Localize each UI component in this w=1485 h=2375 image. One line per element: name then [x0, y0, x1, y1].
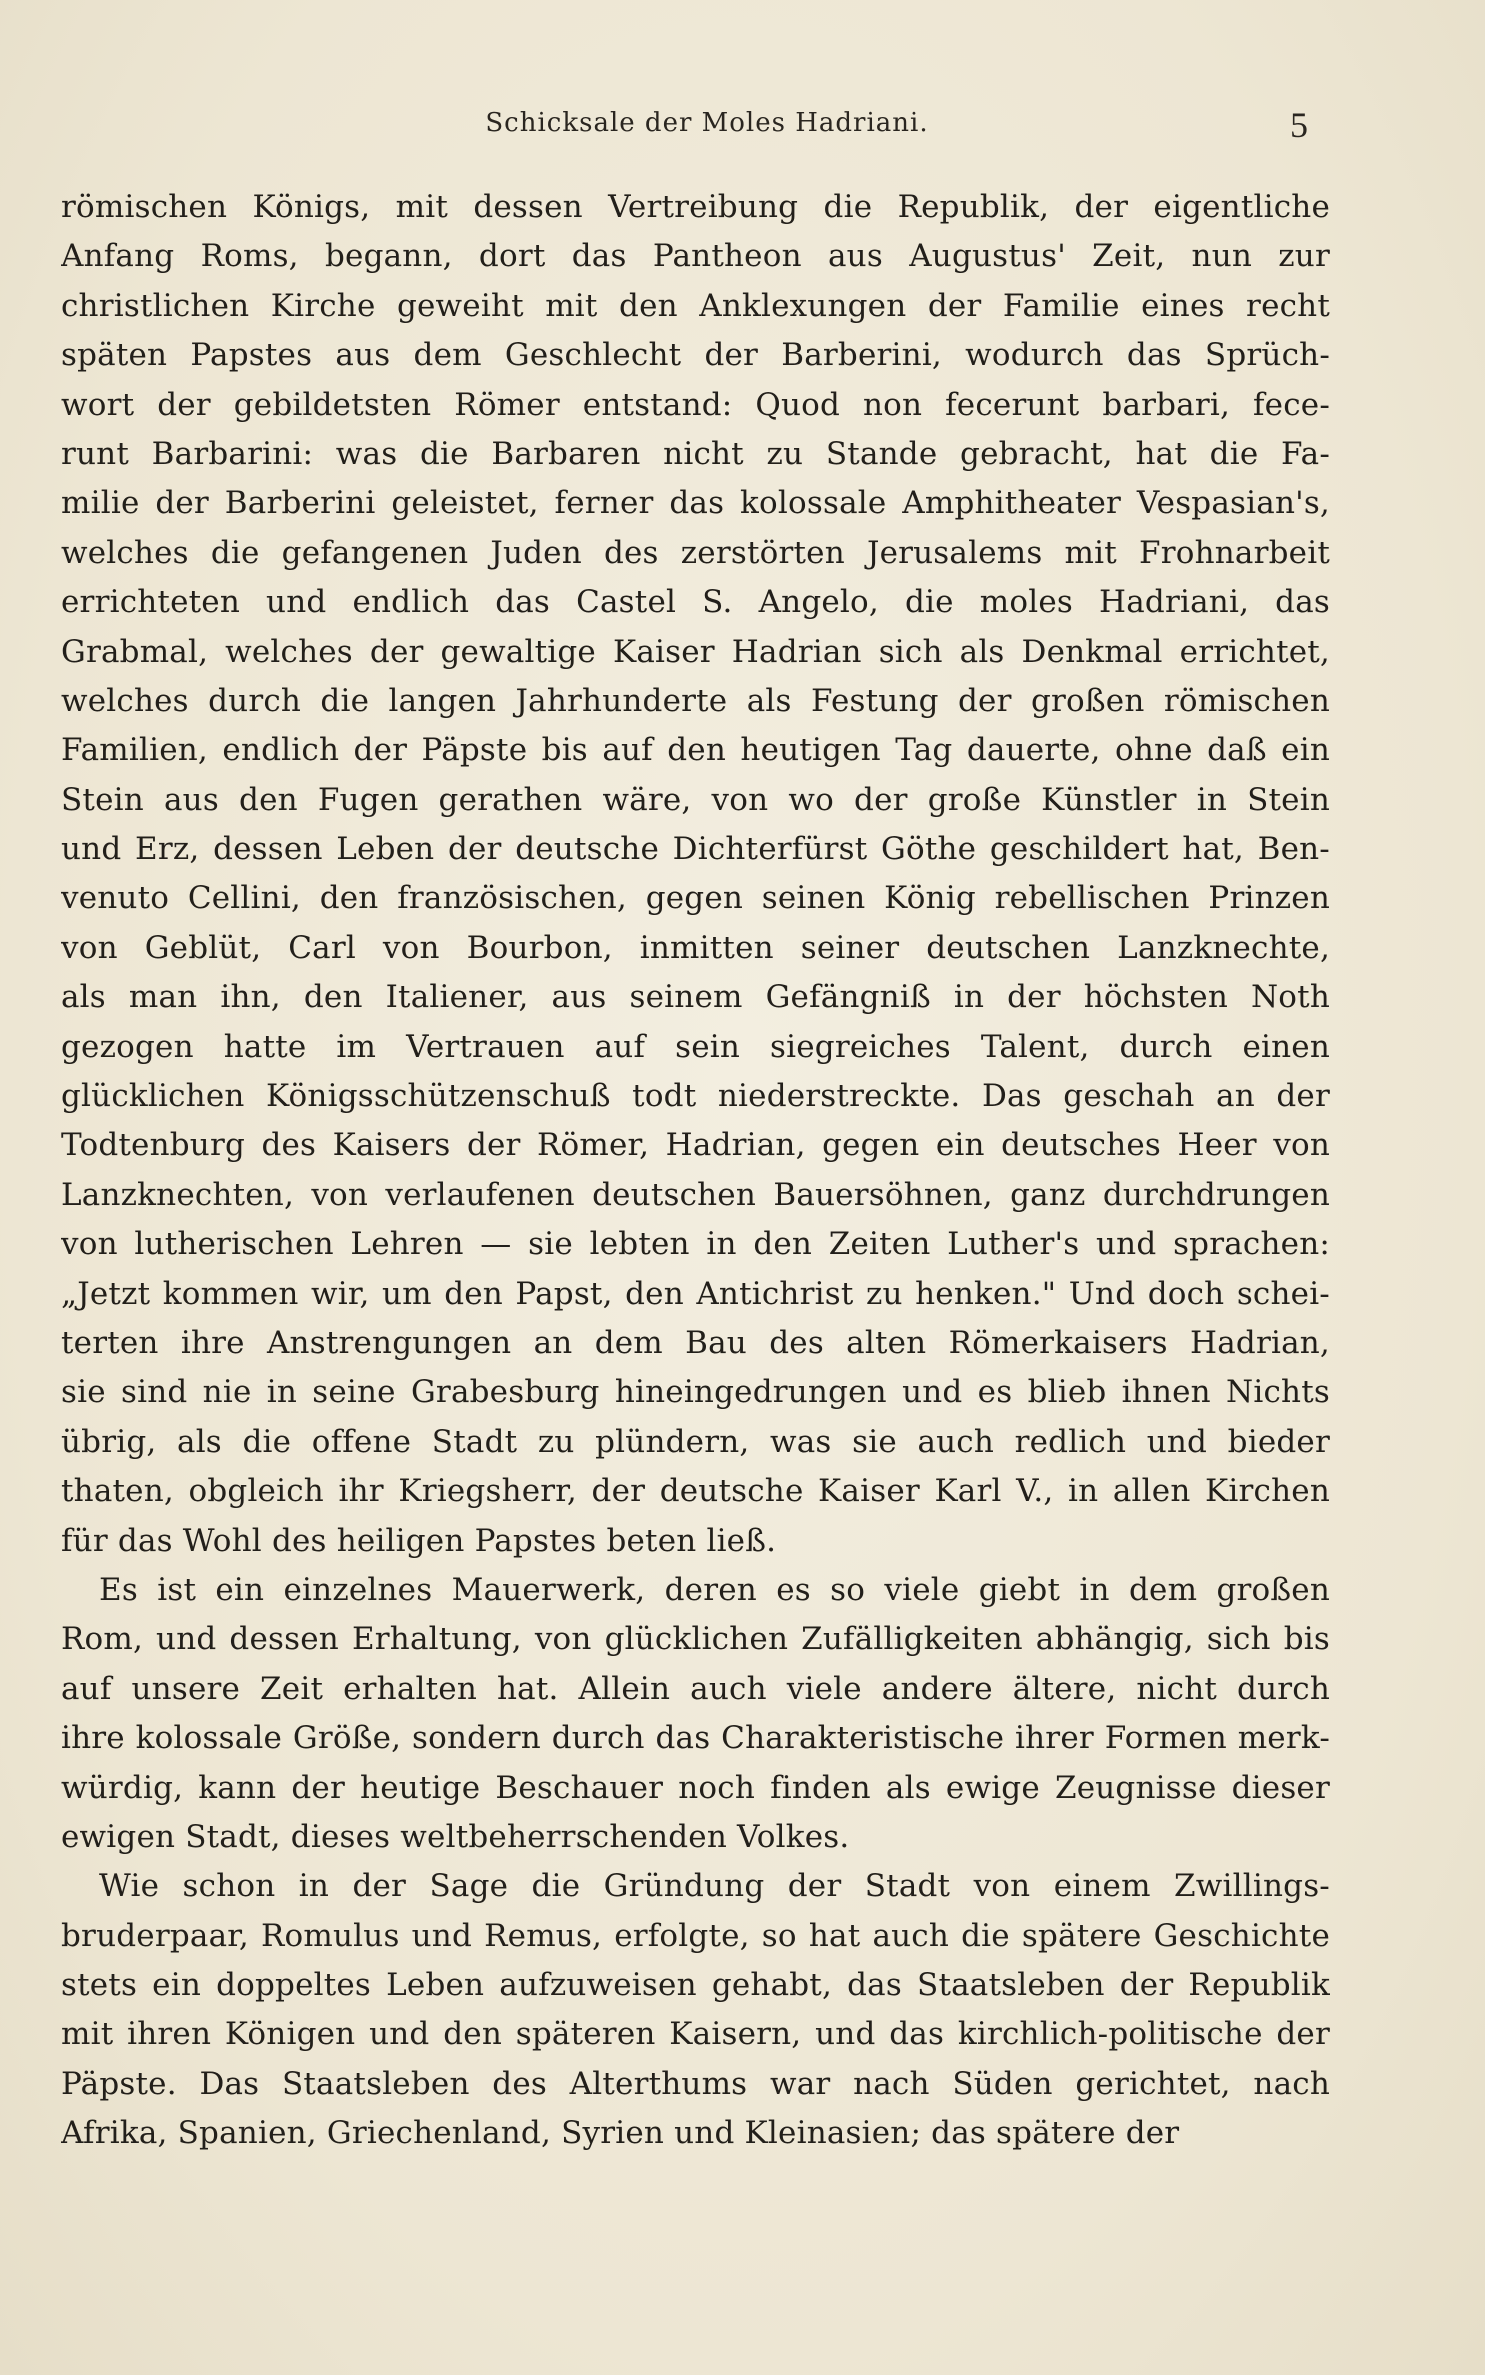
text-line: Stein aus den Fugen gerathen wäre, von wo der große Künstler in Stein — [61, 781, 1330, 818]
text-line: Anfang Roms, begann, dort das Pantheon aus Augustus' Zeit, nun zur — [61, 238, 1330, 275]
text-line: späten Papstes aus dem Geschlecht der Barberini, wodurch das Sprüch- — [61, 337, 1330, 374]
text-line: von Geblüt, Carl von Bourbon, inmitten seiner deutschen Lanzknechte, — [61, 929, 1330, 966]
paragraph — [61, 1862, 1330, 2158]
text-line: von lutherischen Lehren — sie lebten in den Zeiten Luther's und sprachen: — [61, 1226, 1330, 1263]
text-line: Rom, und dessen Erhaltung, von glücklichen Zufälligkeiten abhängig, sich bis — [61, 1621, 1330, 1658]
text-line: „Jetzt kommen wir, um den Papst, den Antichrist zu henken." Und doch schei- — [61, 1275, 1330, 1312]
text-line: als man ihn, den Italiener, aus seinem Gefängniß in der höchsten Noth — [61, 979, 1330, 1016]
text-line: Es ist ein einzelnes Mauerwerk, deren es so viele giebt in dem großen — [99, 1571, 1330, 1608]
running-head-title: Schicksale der Moles Hadriani. — [485, 108, 929, 138]
text-line: für das Wohl des heiligen Papstes beten ließ. — [61, 1522, 777, 1559]
text-line: welches durch die langen Jahrhunderte als Festung der großen römischen — [61, 682, 1330, 719]
text-line: stets ein doppeltes Leben aufzuweisen gehabt, das Staatsleben der Republik — [61, 1967, 1330, 2004]
text-line: venuto Cellini, den französischen, gegen seinen König rebellischen Prinzen — [61, 880, 1330, 917]
text-line: Wie schon in der Sage die Gründung der Stadt von einem Zwillings- — [99, 1868, 1330, 1905]
text-line: welches die gefangenen Juden des zerstörten Jerusalems mit Frohnarbeit — [61, 534, 1330, 571]
text-line: mit ihren Königen und den späteren Kaisern, und das kirchlich-politische der — [61, 2016, 1330, 2053]
running-head — [0, 105, 1485, 148]
text-line: Afrika, Spanien, Griechenland, Syrien und Kleinasien; das spätere der — [61, 2115, 1180, 2152]
text-line: Familien, endlich der Päpste bis auf den heutigen Tag dauerte, ohne daß ein — [61, 732, 1330, 769]
text-line: würdig, kann der heutige Beschauer noch finden als ewige Zeugnisse dieser — [61, 1769, 1330, 1806]
text-line: wort der gebildetsten Römer entstand: Quod non fecerunt barbari, fece- — [61, 386, 1330, 423]
text-line: gezogen hatte im Vertrauen auf sein siegreiches Talent, durch einen — [61, 1028, 1330, 1065]
page-number: 5 — [1290, 105, 1308, 145]
text-line: thaten, obgleich ihr Kriegsherr, der deutsche Kaiser Karl V., in allen Kirchen — [61, 1473, 1330, 1510]
text-line: übrig, als die offene Stadt zu plündern, was sie auch redlich und bieder — [61, 1423, 1330, 1460]
text-line: errichteten und endlich das Castel S. Angelo, die moles Hadriani, das — [61, 584, 1330, 621]
text-line: römischen Königs, mit dessen Vertreibung die Republik, der eigentliche — [61, 189, 1330, 225]
text-line: runt Barbarini: was die Barbaren nicht zu Stande gebracht, hat die Fa- — [61, 435, 1330, 472]
text-line: ihre kolossale Größe, sondern durch das Charakteristische ihrer Formen merk- — [61, 1720, 1330, 1757]
text-line: und Erz, dessen Leben der deutsche Dichterfürst Göthe geschildert hat, Ben- — [61, 831, 1330, 868]
text-line: bruderpaar, Romulus und Remus, erfolgte, so hat auch die spätere Geschichte — [61, 1917, 1330, 1954]
paragraph — [61, 183, 1330, 1566]
text-line: Grabmal, welches der gewaltige Kaiser Hadrian sich als Denkmal errichtet, — [61, 633, 1330, 670]
text-line: milie der Barberini geleistet, ferner das kolossale Amphitheater Vespasian's, — [61, 485, 1330, 522]
text-line: sie sind nie in seine Grabesburg hineingedrungen und es blieb ihnen Nichts — [61, 1374, 1330, 1411]
text-line: auf unsere Zeit erhalten hat. Allein auch viele andere ältere, nicht durch — [61, 1670, 1330, 1707]
body-text — [61, 183, 1330, 2159]
text-line: glücklichen Königsschützenschuß todt niederstreckte. Das geschah an der — [61, 1078, 1330, 1115]
text-line: Lanzknechten, von verlaufenen deutschen Bauersöhnen, ganz durchdrungen — [61, 1176, 1330, 1213]
text-line: Todtenburg des Kaisers der Römer, Hadrian, gegen ein deutsches Heer von — [61, 1127, 1330, 1164]
text-line: Päpste. Das Staatsleben des Alterthums war nach Süden gerichtet, nach — [61, 2065, 1330, 2102]
text-line: christlichen Kirche geweiht mit den Anklexungen der Familie eines recht — [61, 287, 1330, 324]
paragraph — [61, 1566, 1330, 1862]
text-line: terten ihre Anstrengungen an dem Bau des alten Römerkaisers Hadrian, — [61, 1324, 1330, 1361]
text-line: ewigen Stadt, dieses weltbeherrschenden Volkes. — [61, 1818, 850, 1855]
